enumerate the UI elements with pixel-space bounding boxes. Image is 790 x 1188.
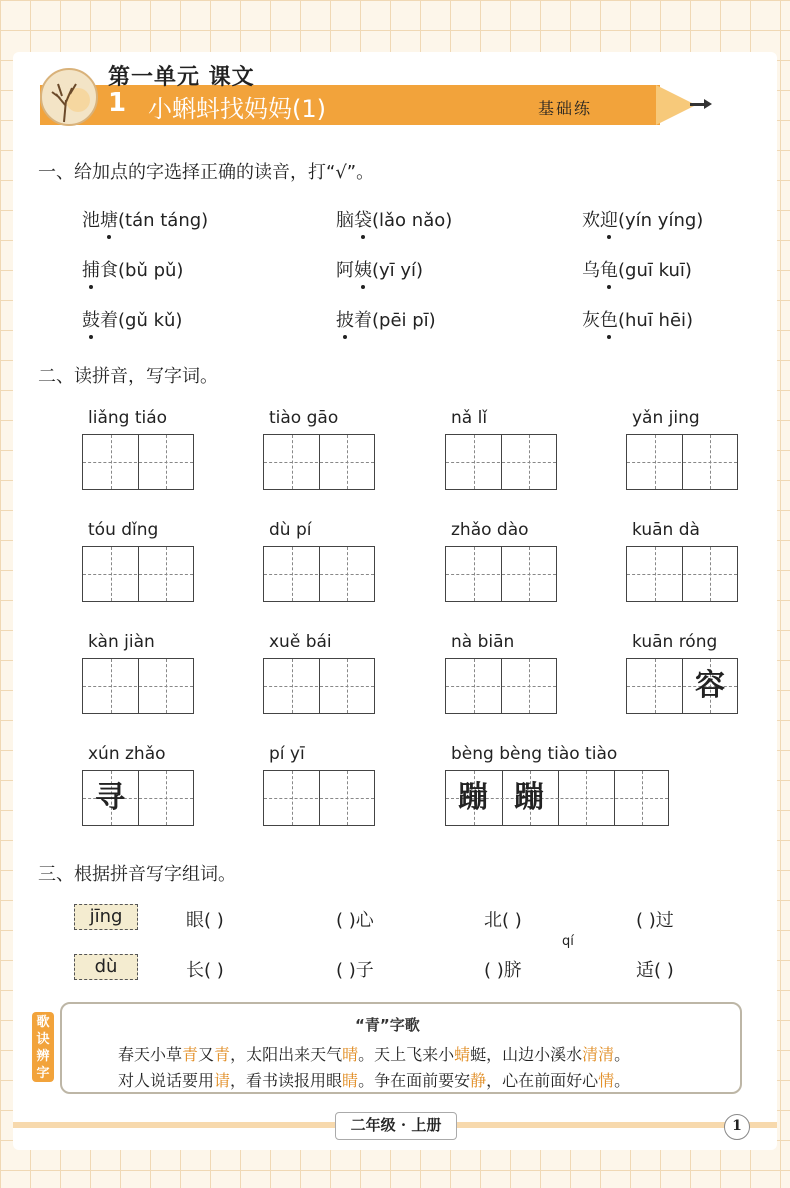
cell-guide-h — [264, 686, 374, 687]
word-char: 着 — [100, 310, 118, 331]
writing-grid-2[interactable] — [263, 770, 375, 826]
cell-guide-h — [446, 686, 556, 687]
highlighted-char: 情 — [598, 1071, 615, 1090]
cell-guide-h — [627, 574, 737, 575]
pinyin-options[interactable]: (pēi pī) — [372, 310, 436, 331]
cell-guide-h — [264, 462, 374, 463]
section2-title: 二、读拼音，写字词。 — [38, 366, 218, 387]
fill-blank-word[interactable]: ( )过 — [636, 910, 674, 931]
pinyin-label: xuě bái — [269, 632, 332, 652]
lesson-title: 小蝌蚪找妈妈(1) — [148, 95, 326, 123]
page-number: 1 — [724, 1114, 750, 1140]
cell-guide-h — [446, 462, 556, 463]
filled-char: 蹦 — [514, 780, 544, 815]
dotted-char: 鼓 — [82, 306, 100, 332]
pinyin-label: kuān róng — [632, 632, 718, 652]
pinyin-label: tóu dǐng — [88, 520, 159, 540]
rhyme-line-1 — [118, 1042, 630, 1065]
cell-guide-h — [446, 574, 556, 575]
dotted-char: 袋 — [354, 206, 372, 232]
section3-title: 三、根据拼音写字组词。 — [38, 864, 236, 885]
word-char: 欢 — [582, 210, 600, 231]
pinyin-label: kàn jiàn — [88, 632, 155, 652]
rhyme-line-2 — [118, 1068, 630, 1091]
writing-grid-2[interactable] — [82, 770, 194, 826]
dotted-char: 姨 — [354, 256, 372, 282]
writing-grid-2[interactable] — [263, 546, 375, 602]
writing-grid-2[interactable] — [82, 546, 194, 602]
section1-title: 一、给加点的字选择正确的读音，打“√”。 — [38, 162, 375, 183]
writing-grid-2[interactable] — [626, 546, 738, 602]
pinyin-label: kuān dà — [632, 520, 700, 540]
pronunciation-choice — [336, 206, 452, 232]
pronunciation-choice — [336, 306, 436, 332]
pronunciation-choice — [82, 256, 183, 282]
rhyme-text: ，看书读报用眼 — [230, 1071, 343, 1090]
pinyin-options[interactable]: (bǔ pǔ) — [118, 260, 184, 281]
pinyin-box: jīng — [74, 904, 138, 930]
rhyme-text: ，太阳出来天气 — [230, 1045, 343, 1064]
word-char: 阿 — [336, 260, 354, 281]
dotted-char: 迎 — [600, 206, 618, 232]
word-char: 食 — [100, 260, 118, 281]
fill-blank-word[interactable]: ( )子 — [336, 960, 374, 981]
fill-blank-word[interactable]: 适( ) — [636, 960, 674, 981]
pronunciation-choice — [82, 306, 182, 332]
fill-blank-word[interactable]: 眼( ) — [186, 910, 224, 931]
pronunciation-choice — [582, 256, 692, 282]
fill-blank-word[interactable]: 北( ) — [484, 910, 522, 931]
rhyme-tag: 歌诀辨字 — [32, 1012, 54, 1082]
filled-char: 容 — [695, 668, 725, 703]
highlighted-char: 静 — [470, 1071, 487, 1090]
writing-grid-2[interactable] — [445, 434, 557, 490]
highlighted-char: 青 — [214, 1045, 231, 1064]
pinyin-label: pí yī — [269, 744, 305, 764]
rhyme-text: 春天小草 — [118, 1045, 183, 1064]
writing-grid-2[interactable] — [82, 658, 194, 714]
writing-grid-2[interactable] — [82, 434, 194, 490]
pinyin-label: dù pí — [269, 520, 312, 540]
pinyin-label: zhǎo dào — [451, 520, 529, 540]
arrow-tip-icon — [704, 99, 712, 109]
word-char: 乌 — [582, 260, 600, 281]
pinyin-label: nà biān — [451, 632, 515, 652]
pinyin-label: nǎ lǐ — [451, 408, 488, 428]
pinyin-options[interactable]: (huī hēi) — [618, 310, 694, 331]
pinyin-label: bèng bèng tiào tiào — [451, 744, 618, 764]
pinyin-label: tiào gāo — [269, 408, 339, 428]
dotted-char: 捕 — [82, 256, 100, 282]
writing-grid-2[interactable] — [263, 658, 375, 714]
dotted-char: 塘 — [100, 206, 118, 232]
dotted-char: 披 — [336, 306, 354, 332]
writing-grid-4[interactable] — [445, 770, 669, 826]
pinyin-options[interactable]: (gǔ kǔ) — [118, 310, 183, 331]
pinyin-box: dù — [74, 954, 138, 980]
word-char: 池 — [82, 210, 100, 231]
pinyin-options[interactable]: (lǎo nǎo) — [372, 210, 453, 231]
filled-char: 蹦 — [458, 780, 488, 815]
cell-guide-h — [264, 798, 374, 799]
highlighted-char: 蜻 — [454, 1045, 471, 1064]
rhyme-text: 对人说话要用 — [118, 1071, 215, 1090]
cell-guide-h — [264, 574, 374, 575]
writing-grid-2[interactable] — [445, 546, 557, 602]
rhyme-title: “青”字歌 — [355, 1016, 420, 1034]
pinyin-label: xún zhǎo — [88, 744, 166, 764]
writing-grid-2[interactable] — [626, 658, 738, 714]
cell-guide-h — [83, 574, 193, 575]
pronunciation-choice — [336, 256, 423, 282]
writing-grid-2[interactable] — [263, 434, 375, 490]
dotted-char: 色 — [600, 306, 618, 332]
rhyme-text: 。 — [614, 1045, 631, 1064]
grade-label: 二年级 · 上册 — [335, 1112, 457, 1140]
rhyme-text: 。天上飞来小 — [358, 1045, 455, 1064]
pinyin-options[interactable]: (yín yíng) — [618, 210, 704, 231]
unit-title: 第一单元 课文 — [108, 65, 255, 90]
pronunciation-choice — [582, 206, 703, 232]
writing-grid-2[interactable] — [626, 434, 738, 490]
word-char: 脑 — [336, 210, 354, 231]
exercise-level: 基础练 — [538, 99, 593, 118]
highlighted-char: 睛 — [342, 1071, 359, 1090]
cell-guide-h — [83, 462, 193, 463]
pinyin-options[interactable]: (guī kuī) — [618, 260, 692, 281]
highlighted-char: 清 — [598, 1045, 615, 1064]
pronunciation-choice — [582, 306, 693, 332]
rhyme-text: 蜓，山边小溪水 — [470, 1045, 583, 1064]
highlighted-char: 晴 — [342, 1045, 359, 1064]
highlighted-char: 青 — [182, 1045, 199, 1064]
rhyme-text: 。争在面前要安 — [358, 1071, 471, 1090]
cell-guide-h — [83, 686, 193, 687]
pronunciation-choice — [82, 206, 208, 232]
fill-blank-word[interactable]: ( )心 — [336, 910, 374, 931]
fill-blank-word[interactable]: 长( ) — [186, 960, 224, 981]
dotted-char: 龟 — [600, 256, 618, 282]
writing-grid-2[interactable] — [445, 658, 557, 714]
word-char: 灰 — [582, 310, 600, 331]
tree-illustration-icon — [40, 68, 98, 126]
pinyin-annotation: qí — [562, 934, 574, 949]
cell-guide-h — [627, 462, 737, 463]
rhyme-text: ，心在前面好心 — [486, 1071, 599, 1090]
pinyin-label: yǎn jing — [632, 408, 700, 428]
pinyin-options[interactable]: (yī yí) — [372, 260, 424, 281]
lesson-number: 1 — [108, 88, 127, 118]
highlighted-char: 请 — [214, 1071, 231, 1090]
word-char: 着 — [354, 310, 372, 331]
rhyme-text: 。 — [614, 1071, 631, 1090]
highlighted-char: 清 — [582, 1045, 599, 1064]
filled-char: 寻 — [95, 780, 125, 815]
pinyin-options[interactable]: (tán táng) — [118, 210, 209, 231]
pinyin-label: liǎng tiáo — [88, 408, 168, 428]
fill-blank-word[interactable]: ( )脐 — [484, 960, 522, 981]
rhyme-text: 又 — [198, 1045, 215, 1064]
